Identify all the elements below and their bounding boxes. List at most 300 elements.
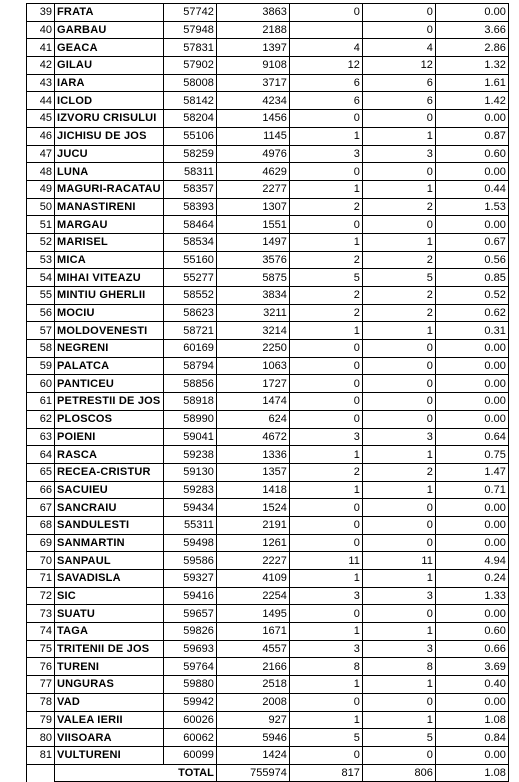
population: 624	[216, 410, 289, 428]
row-index: 46	[27, 127, 55, 145]
table-row	[27, 428, 509, 446]
percent: 1.53	[435, 198, 508, 216]
count-b: 3	[362, 145, 435, 163]
population: 1474	[216, 393, 289, 411]
count-b: 5	[362, 729, 435, 747]
locality-name: VAD	[55, 693, 164, 711]
row-index: 81	[27, 746, 55, 764]
count-a: 0	[289, 534, 362, 552]
locality-name: SUATU	[55, 605, 164, 623]
count-a: 4	[289, 39, 362, 57]
siruta-code: 58142	[163, 92, 216, 110]
row-index: 65	[27, 463, 55, 481]
count-b: 0	[362, 340, 435, 358]
population: 4109	[216, 570, 289, 588]
locality-name: VALEA IERII	[55, 711, 164, 729]
count-a: 1	[289, 711, 362, 729]
count-a: 5	[289, 729, 362, 747]
row-index: 48	[27, 163, 55, 181]
table-row	[27, 251, 509, 269]
siruta-code: 55277	[163, 269, 216, 287]
count-b: 5	[362, 269, 435, 287]
count-a: 6	[289, 92, 362, 110]
table-row	[27, 658, 509, 676]
row-index: 49	[27, 180, 55, 198]
count-b: 0	[362, 746, 435, 764]
table-body	[27, 4, 509, 765]
count-a: 0	[289, 110, 362, 128]
locality-name: MOLDOVENESTI	[55, 322, 164, 340]
population: 3834	[216, 287, 289, 305]
siruta-code: 58552	[163, 287, 216, 305]
count-b: 6	[362, 74, 435, 92]
table-row	[27, 499, 509, 517]
siruta-code: 58990	[163, 410, 216, 428]
count-b: 1	[362, 623, 435, 641]
locality-name: SACUIEU	[55, 481, 164, 499]
percent: 1.47	[435, 463, 508, 481]
count-a: 0	[289, 163, 362, 181]
row-index: 40	[27, 21, 55, 39]
count-b: 1	[362, 676, 435, 694]
row-index: 63	[27, 428, 55, 446]
population: 1336	[216, 446, 289, 464]
table-row	[27, 375, 509, 393]
siruta-code: 58464	[163, 216, 216, 234]
percent: 0.75	[435, 446, 508, 464]
count-a: 0	[289, 516, 362, 534]
total-population: 755974	[216, 764, 289, 782]
row-index: 73	[27, 605, 55, 623]
count-b: 3	[362, 428, 435, 446]
siruta-code: 59586	[163, 552, 216, 570]
locality-name: SIC	[55, 587, 164, 605]
table-row	[27, 516, 509, 534]
table-row	[27, 570, 509, 588]
row-index: 67	[27, 499, 55, 517]
locality-name: PLOSCOS	[55, 410, 164, 428]
table-row	[27, 623, 509, 641]
population: 5875	[216, 269, 289, 287]
locality-name: MANASTIRENI	[55, 198, 164, 216]
population: 9108	[216, 57, 289, 75]
count-a: 1	[289, 180, 362, 198]
table-row	[27, 287, 509, 305]
siruta-code: 59693	[163, 640, 216, 658]
percent: 1.33	[435, 587, 508, 605]
locality-name: MIHAI VITEAZU	[55, 269, 164, 287]
population: 1145	[216, 127, 289, 145]
population: 2188	[216, 21, 289, 39]
count-a: 1	[289, 481, 362, 499]
percent: 0.52	[435, 287, 508, 305]
count-b: 2	[362, 304, 435, 322]
locality-name: SANPAUL	[55, 552, 164, 570]
count-a: 12	[289, 57, 362, 75]
locality-name: IARA	[55, 74, 164, 92]
total-label: TOTAL	[55, 764, 217, 782]
population: 2191	[216, 516, 289, 534]
population: 3211	[216, 304, 289, 322]
count-b: 0	[362, 357, 435, 375]
locality-name: MOCIU	[55, 304, 164, 322]
row-index: 64	[27, 446, 55, 464]
table-row	[27, 21, 509, 39]
siruta-code: 55160	[163, 251, 216, 269]
row-index: 59	[27, 357, 55, 375]
table-row	[27, 711, 509, 729]
row-index: 55	[27, 287, 55, 305]
total-count-b: 806	[362, 764, 435, 782]
siruta-code: 57831	[163, 39, 216, 57]
locality-name: NEGRENI	[55, 340, 164, 358]
count-b: 0	[362, 410, 435, 428]
count-a: 1	[289, 322, 362, 340]
siruta-code: 60062	[163, 729, 216, 747]
siruta-code: 58856	[163, 375, 216, 393]
row-index: 71	[27, 570, 55, 588]
population: 2227	[216, 552, 289, 570]
count-b: 1	[362, 570, 435, 588]
total-percent: 1.08	[435, 764, 508, 782]
population: 1495	[216, 605, 289, 623]
percent: 0.44	[435, 180, 508, 198]
row-index: 44	[27, 92, 55, 110]
table-row	[27, 446, 509, 464]
row-index: 53	[27, 251, 55, 269]
locality-name: SANMARTIN	[55, 534, 164, 552]
table-row	[27, 534, 509, 552]
count-a: 3	[289, 640, 362, 658]
population: 1063	[216, 357, 289, 375]
percent: 0.00	[435, 163, 508, 181]
percent: 0.00	[435, 340, 508, 358]
row-index: 52	[27, 233, 55, 251]
table-row	[27, 163, 509, 181]
count-b: 12	[362, 57, 435, 75]
siruta-code: 58794	[163, 357, 216, 375]
table-row	[27, 145, 509, 163]
locality-name: LUNA	[55, 163, 164, 181]
table-row	[27, 322, 509, 340]
percent: 0.00	[435, 357, 508, 375]
percent: 3.69	[435, 658, 508, 676]
percent: 0.00	[435, 605, 508, 623]
locality-name: MICA	[55, 251, 164, 269]
population: 4672	[216, 428, 289, 446]
count-b: 1	[362, 322, 435, 340]
count-b: 0	[362, 516, 435, 534]
row-index: 61	[27, 393, 55, 411]
locality-name: GARBAU	[55, 21, 164, 39]
count-b: 0	[362, 499, 435, 517]
population: 4234	[216, 92, 289, 110]
siruta-code: 59826	[163, 623, 216, 641]
population: 3214	[216, 322, 289, 340]
percent: 0.00	[435, 4, 508, 22]
table-row	[27, 693, 509, 711]
table-row	[27, 74, 509, 92]
count-b: 1	[362, 481, 435, 499]
percent: 2.86	[435, 39, 508, 57]
count-b: 0	[362, 605, 435, 623]
locality-name: TRITENII DE JOS	[55, 640, 164, 658]
percent: 0.85	[435, 269, 508, 287]
count-b: 1	[362, 233, 435, 251]
count-a: 1	[289, 233, 362, 251]
table-row	[27, 729, 509, 747]
siruta-code: 59434	[163, 499, 216, 517]
count-a: 2	[289, 287, 362, 305]
count-b: 1	[362, 127, 435, 145]
row-index: 41	[27, 39, 55, 57]
population: 1551	[216, 216, 289, 234]
count-a: 0	[289, 375, 362, 393]
table-row	[27, 410, 509, 428]
count-a: 0	[289, 605, 362, 623]
count-b: 11	[362, 552, 435, 570]
siruta-code: 58393	[163, 198, 216, 216]
count-b: 2	[362, 198, 435, 216]
percent: 0.24	[435, 570, 508, 588]
percent: 0.00	[435, 746, 508, 764]
siruta-code: 58721	[163, 322, 216, 340]
row-index: 76	[27, 658, 55, 676]
count-b: 1	[362, 180, 435, 198]
table-row	[27, 180, 509, 198]
count-a: 5	[289, 269, 362, 287]
percent: 1.42	[435, 92, 508, 110]
locality-name: ICLOD	[55, 92, 164, 110]
siruta-code: 58623	[163, 304, 216, 322]
siruta-code: 55106	[163, 127, 216, 145]
population: 1418	[216, 481, 289, 499]
count-b: 0	[362, 21, 435, 39]
row-index: 43	[27, 74, 55, 92]
percent: 0.67	[435, 233, 508, 251]
count-b: 2	[362, 251, 435, 269]
table-row	[27, 463, 509, 481]
count-a: 1	[289, 623, 362, 641]
siruta-code: 58918	[163, 393, 216, 411]
count-b: 0	[362, 163, 435, 181]
row-index: 47	[27, 145, 55, 163]
row-index: 70	[27, 552, 55, 570]
percent: 0.00	[435, 516, 508, 534]
count-b: 2	[362, 287, 435, 305]
table-row	[27, 216, 509, 234]
locality-name: MARISEL	[55, 233, 164, 251]
siruta-code: 58008	[163, 74, 216, 92]
count-a: 2	[289, 251, 362, 269]
percent: 0.00	[435, 410, 508, 428]
count-b: 3	[362, 587, 435, 605]
locality-name: MINTIU GHERLII	[55, 287, 164, 305]
count-a: 3	[289, 145, 362, 163]
count-b: 0	[362, 216, 435, 234]
count-a: 0	[289, 746, 362, 764]
percent: 0.31	[435, 322, 508, 340]
table-row	[27, 481, 509, 499]
count-b: 0	[362, 375, 435, 393]
population: 2277	[216, 180, 289, 198]
count-a: 0	[289, 499, 362, 517]
locality-name: RECEA-CRISTUR	[55, 463, 164, 481]
population: 1456	[216, 110, 289, 128]
locality-name: VIISOARA	[55, 729, 164, 747]
siruta-code: 59283	[163, 481, 216, 499]
table-row	[27, 357, 509, 375]
locality-name: GEACA	[55, 39, 164, 57]
siruta-code: 59942	[163, 693, 216, 711]
table-row	[27, 676, 509, 694]
row-index: 42	[27, 57, 55, 75]
table-row	[27, 39, 509, 57]
table-row	[27, 110, 509, 128]
percent: 3.66	[435, 21, 508, 39]
percent: 0.00	[435, 693, 508, 711]
population: 1397	[216, 39, 289, 57]
locality-name: GILAU	[55, 57, 164, 75]
count-a: 8	[289, 658, 362, 676]
locality-name: TURENI	[55, 658, 164, 676]
population: 3863	[216, 4, 289, 22]
count-a: 0	[289, 410, 362, 428]
count-a: 1	[289, 676, 362, 694]
table-row	[27, 4, 509, 22]
percent: 0.40	[435, 676, 508, 694]
locality-name: MARGAU	[55, 216, 164, 234]
row-index: 78	[27, 693, 55, 711]
row-index: 51	[27, 216, 55, 234]
count-b: 2	[362, 463, 435, 481]
row-index: 54	[27, 269, 55, 287]
locality-name: MAGURI-RACATAU	[55, 180, 164, 198]
row-index: 68	[27, 516, 55, 534]
percent: 0.56	[435, 251, 508, 269]
table-row	[27, 605, 509, 623]
count-a: 3	[289, 587, 362, 605]
table-row	[27, 57, 509, 75]
row-index: 60	[27, 375, 55, 393]
count-a: 3	[289, 428, 362, 446]
count-b: 0	[362, 534, 435, 552]
population: 4629	[216, 163, 289, 181]
table-row	[27, 233, 509, 251]
row-index: 58	[27, 340, 55, 358]
locality-name: IZVORU CRISULUI	[55, 110, 164, 128]
locality-name: FRATA	[55, 4, 164, 22]
percent: 0.60	[435, 145, 508, 163]
siruta-code: 59041	[163, 428, 216, 446]
table-row	[27, 640, 509, 658]
count-b: 8	[362, 658, 435, 676]
count-a: 0	[289, 4, 362, 22]
count-a: 0	[289, 393, 362, 411]
row-index: 79	[27, 711, 55, 729]
siruta-code: 58259	[163, 145, 216, 163]
siruta-code: 60026	[163, 711, 216, 729]
siruta-code: 59764	[163, 658, 216, 676]
population: 2008	[216, 693, 289, 711]
locality-name: SANCRAIU	[55, 499, 164, 517]
population: 1671	[216, 623, 289, 641]
total-blank-cell	[27, 764, 55, 782]
table-row	[27, 340, 509, 358]
percent: 1.08	[435, 711, 508, 729]
siruta-code: 59327	[163, 570, 216, 588]
siruta-code: 58357	[163, 180, 216, 198]
row-index: 39	[27, 4, 55, 22]
percent: 1.61	[435, 74, 508, 92]
count-b: 0	[362, 393, 435, 411]
siruta-code: 60099	[163, 746, 216, 764]
row-index: 75	[27, 640, 55, 658]
table-row	[27, 746, 509, 764]
population: 5946	[216, 729, 289, 747]
population: 3717	[216, 74, 289, 92]
count-a: 2	[289, 198, 362, 216]
count-a	[289, 21, 362, 39]
percent: 0.62	[435, 304, 508, 322]
siruta-code: 57902	[163, 57, 216, 75]
percent: 0.84	[435, 729, 508, 747]
count-a: 1	[289, 446, 362, 464]
count-b: 6	[362, 92, 435, 110]
siruta-code: 59657	[163, 605, 216, 623]
population: 2518	[216, 676, 289, 694]
row-index: 74	[27, 623, 55, 641]
row-index: 56	[27, 304, 55, 322]
count-b: 4	[362, 39, 435, 57]
count-b: 1	[362, 446, 435, 464]
population: 1524	[216, 499, 289, 517]
data-table	[26, 3, 509, 782]
siruta-code: 55311	[163, 516, 216, 534]
count-b: 1	[362, 711, 435, 729]
siruta-code: 57742	[163, 4, 216, 22]
percent: 0.87	[435, 127, 508, 145]
count-a: 11	[289, 552, 362, 570]
population: 1497	[216, 233, 289, 251]
total-count-a: 817	[289, 764, 362, 782]
count-a: 1	[289, 570, 362, 588]
percent: 4.94	[435, 552, 508, 570]
count-b: 3	[362, 640, 435, 658]
percent: 0.60	[435, 623, 508, 641]
count-b: 0	[362, 110, 435, 128]
table-row	[27, 552, 509, 570]
population: 927	[216, 711, 289, 729]
locality-name: JICHISU DE JOS	[55, 127, 164, 145]
row-index: 69	[27, 534, 55, 552]
locality-name: PALATCA	[55, 357, 164, 375]
locality-name: RASCA	[55, 446, 164, 464]
row-index: 62	[27, 410, 55, 428]
locality-name: PANTICEU	[55, 375, 164, 393]
population: 1357	[216, 463, 289, 481]
population: 2166	[216, 658, 289, 676]
siruta-code: 58311	[163, 163, 216, 181]
row-index: 50	[27, 198, 55, 216]
locality-name: POIENI	[55, 428, 164, 446]
locality-name: SANDULESTI	[55, 516, 164, 534]
table-row	[27, 304, 509, 322]
locality-name: TAGA	[55, 623, 164, 641]
percent: 0.66	[435, 640, 508, 658]
total-row	[27, 764, 509, 782]
percent: 0.00	[435, 393, 508, 411]
